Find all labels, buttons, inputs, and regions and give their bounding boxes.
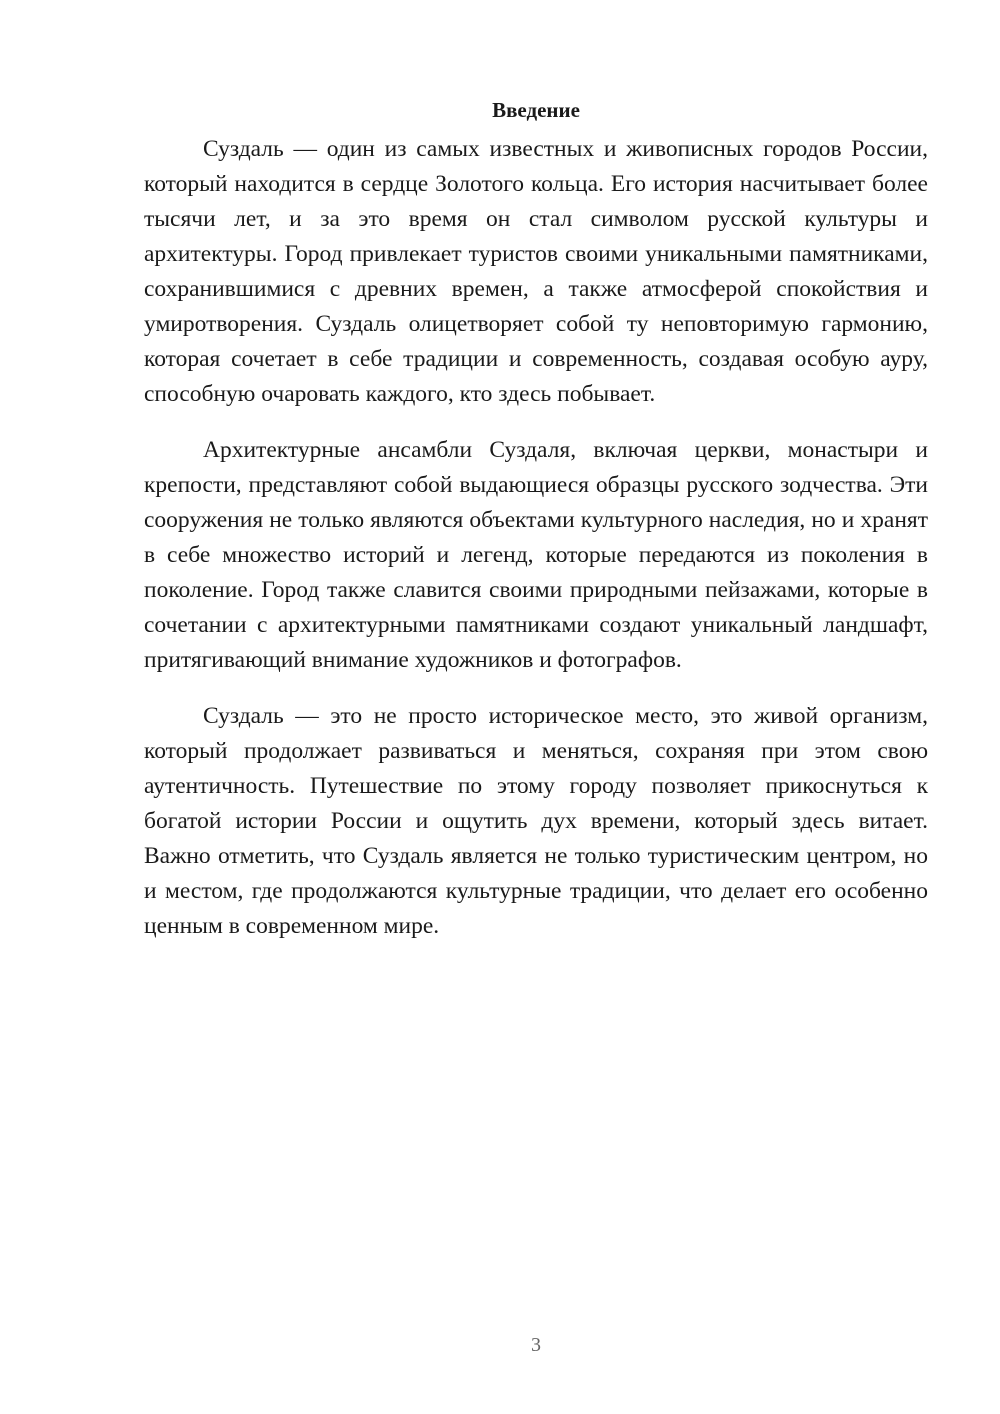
section-title: Введение bbox=[492, 98, 580, 122]
page-number: 3 bbox=[531, 1334, 541, 1356]
paragraph-1: Суздаль — один из самых известных и живописных городов России, который находится в сердце Золотого кольца. Его история насчитывает более тысячи лет, и за это время он стал символом русской культуры и архитектуры. Город привлекает туристов своими уникальными памятниками, сохранившимися с древних времен, а также атмосферой спокойствия и умиротворения. Суздаль олицетворяет собой ту неповторимую гармонию, которая сочетает в себе традиции и современность, создавая особую ауру, способную очаровать каждого, кто здесь побывает. bbox=[144, 136, 928, 407]
paragraph-3: Суздаль — это не просто историческое место, это живой организм, который продолжает развиваться и меняться, сохраняя при этом свою аутентичность. Путешествие по этому городу позволяет прикоснуться к богатой истории России и ощутить дух времени, который здесь витает. Важно отметить, что Суздаль является не только туристическим центром, но и местом, где продолжаются культурные традиции, что делает его особенно ценным в современном мире. bbox=[144, 703, 928, 939]
page-content bbox=[144, 96, 928, 965]
paragraph-2: Архитектурные ансамбли Суздаля, включая церкви, монастыри и крепости, представляют собой выдающиеся образцы русского зодчества. Эти сооружения не только являются объектами культурного наследия, но и хранят в себе множество историй и легенд, которые передаются из поколения в поколение. Город также славится своими природными пейзажами, которые в сочетании с архитектурными памятниками создают уникальный ландшафт, притягивающий внимание художников и фотографов. bbox=[144, 437, 928, 673]
